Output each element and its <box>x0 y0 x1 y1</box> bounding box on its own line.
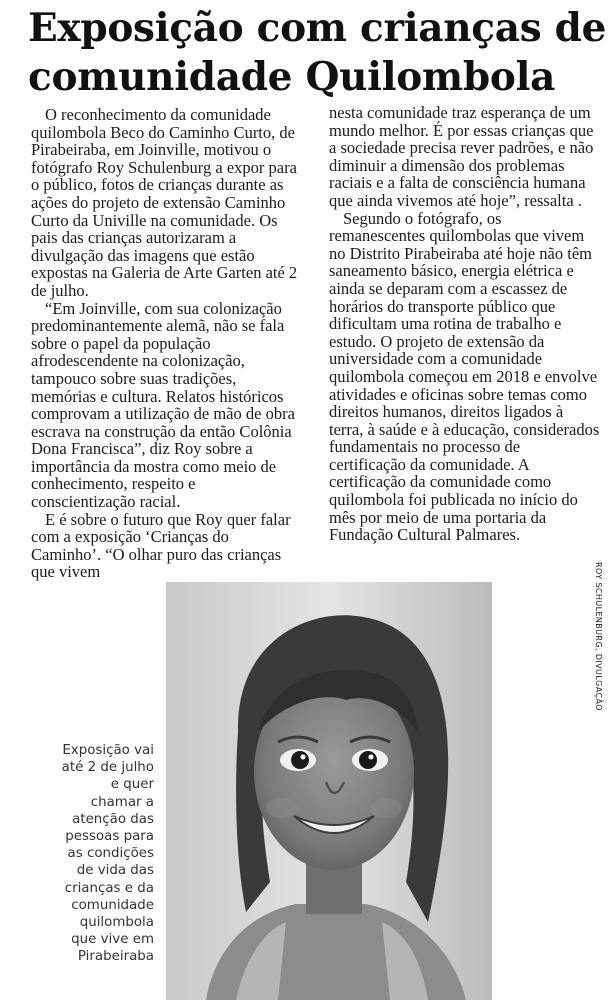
paragraph: Segundo o fotógrafo, os remanescentes quilombolas que vivem no Distrito Pirabeiraba até hoje não têm saneamento básico, energia elétrica e ainda se deparam com a escassez de horários do transporte público que dificultam uma rotina de trabalho e estudo. O projeto de extensão da universidade com a comunidade quilombola começou em 2018 e envolve atividades e oficinas sobre temas como direitos humanos, direitos ligados à terra, à saúde e à educação, considerados fundamentais no processo de certificação da comunidade. A certificação da comunidade como quilombola foi publicada no início do mês por meio de uma portaria da Fundação Cultural Palmares. <box>329 208 600 545</box>
article-photo <box>166 582 492 1000</box>
photo-caption: Exposição vai até 2 de julho e quer chamar a atenção das pessoas para as condições de vida das crianças e da comunidade quilombola que vive em Pirabeiraba <box>61 743 154 965</box>
paragraph: “Em Joinville, com sua colonização predominantemente alemã, não se fala sobre o papel da população afrodescendente na colonização, tampouco sobre suas tradições, memórias e cultura. Relatos históricos comprovam a utilização de mão de obra escrava na construção da então Colônia Dona Francisca”, diz Roy sobre a importância da mostra como meio de conhecimento, respeito e conscientização racial. <box>31 298 295 512</box>
paragraph: O reconhecimento da comunidade quilombola Beco do Caminho Curto, de Pirabeiraba, em Joinville, motivou o fotógrafo Roy Schulenburg a expor para o público, fotos de crianças durante as ações do projeto de extensão Caminho Curto da Univille na comunidade. Os pais das crianças autorizaram a divulgação das imagens que estão expostas na Galeria de Arte Garten até 2 de julho. <box>31 105 298 300</box>
paragraph: E é sobre o futuro que Roy quer falar com a exposição ‘Crianças do Caminho’. “O olhar puro das crianças que vivem <box>31 509 291 582</box>
headline-line-1: Exposição com crianças de <box>28 5 607 51</box>
article-column-left <box>31 106 299 581</box>
photo-credit: ROY SCHULENBURG, DIVULGAÇÃO <box>594 562 603 711</box>
paragraph: nesta comunidade traz esperança de um mundo melhor. É por essas crianças que a sociedade precisa rever padrões, e não diminuir a dimensão dos problemas raciais e a falta de consciência humana que ainda vivemos até hoje”, ressalta . <box>329 103 594 210</box>
headline <box>28 4 608 102</box>
article-column-right <box>329 104 601 544</box>
headline-line-2: comunidade Quilombola <box>28 54 556 100</box>
